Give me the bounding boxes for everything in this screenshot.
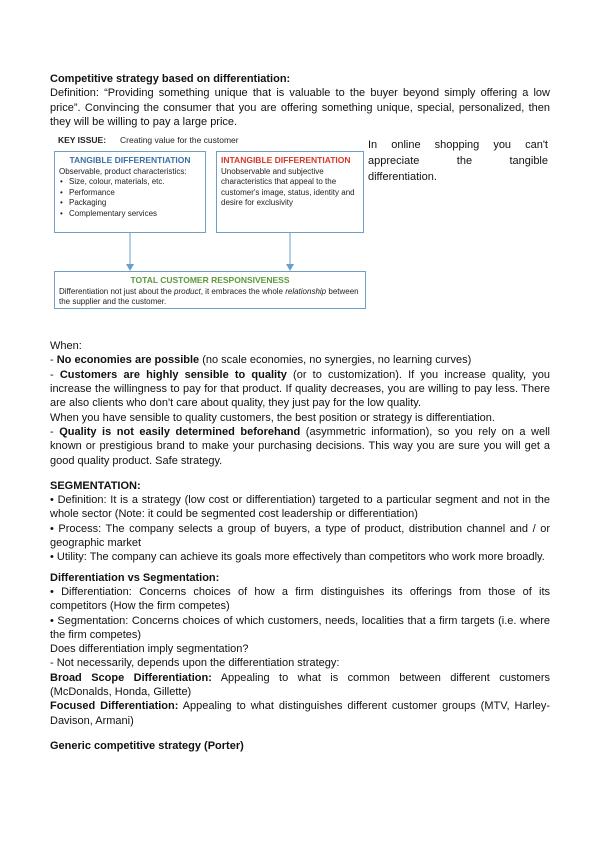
total-desc-relationship: relationship (285, 286, 327, 296)
differentiation-diagram (54, 135, 366, 335)
tangible-item: • Performance (69, 188, 201, 199)
when-bold: Customers are highly sensible to quality (59, 368, 287, 381)
figure-row (50, 135, 550, 339)
when-rest: (asymmetric information), so you rely on a well known or prestigious brand to make your purchasing decisions. This way you are sure you will get a good quality product. Safe strategy. (50, 425, 550, 467)
key-issue-text: Creating value for the customer (120, 135, 239, 146)
when-item-economies (50, 353, 550, 367)
generic-strategy-heading: Generic competitive strategy (Porter) (50, 739, 244, 752)
when-item-asymmetric (50, 425, 550, 468)
when-label: When: (50, 340, 82, 353)
seg-process: • Process: The company selects a group of buyers, a type of product, distribution channel and / or geographic market (50, 522, 550, 550)
when-rest: (or to customization). If you increase quality, you increase the willingness to pay for that product. If quality decreases, you are willing to pay less. There are also clients who don't care about quality, they just pay for the low quality. (50, 368, 550, 410)
when-rest: (no scale economies, no synergies, no learning curves) (199, 354, 472, 367)
seg-definition: • Definition: It is a strategy (low cost or differentiation) targeted to a particular segment and not in the whole sector (Note: it could be segmented cost leadership or differentiation) (50, 494, 550, 521)
when-note: When you have sensible to quality customers, the best position or strategy is differentiation. (50, 411, 495, 424)
focused-bold: Focused Differentiation: (50, 700, 179, 713)
dvs-answer: - Not necessarily, depends upon the differentiation strategy: (50, 657, 340, 670)
arrow-head-left (126, 264, 134, 271)
total-title: TOTAL CUSTOMER RESPONSIVENESS (130, 275, 290, 286)
total-box (54, 271, 366, 309)
side-note: In online shopping you can't appreciate the tangible differentiation. (368, 139, 548, 184)
total-desc-part: Differentiation not just about the (59, 286, 175, 296)
intangible-desc: Unobservable and subjective characteristics that appeal to the customer's image, status, identity and desire for exclusivity (221, 166, 355, 208)
dvs-segmentation: • Segmentation: Concerns choices of which customers, needs, localities that a firm targets (i.e. where the firm competes) (50, 614, 550, 641)
when-bold: No economies are possible (56, 354, 200, 367)
section-heading-differentiation: Competitive strategy based on differentiation: (50, 73, 291, 85)
focused-diff (50, 699, 550, 728)
dvs-question: Does differentiation imply segmentation? (50, 643, 249, 656)
tangible-item: • Size, colour, materials, etc. (69, 177, 201, 188)
focused-rest: Appealing to what distinguishes different customer groups (MTV, Harley-Davison, Armani) (50, 700, 550, 727)
when-prefix: - (50, 354, 57, 367)
diff-vs-seg-heading: Differentiation vs Segmentation: (50, 571, 220, 584)
when-bold: Quality is not easily determined beforehand (59, 425, 301, 438)
when-prefix: - (50, 425, 60, 438)
total-desc (59, 287, 361, 308)
key-issue-label: KEY ISSUE: (58, 135, 107, 146)
seg-utility: • Utility: The company can achieve its goals more effectively than competitors who work more broadly. (50, 551, 545, 564)
definition-paragraph: Definition: “Providing something unique that is valuable to the buyer beyond simply offering a low price”. Convincing the consumer that you are offering something unique, special, personalized, then they will be willing to pay a large price. (50, 87, 550, 128)
broad-bold: Broad Scope Differentiation: (50, 671, 212, 684)
total-desc-product: product (174, 286, 201, 296)
tangible-title: TANGIBLE DIFFERENTIATION (69, 155, 191, 166)
total-desc-part: between the supplier and the customer. (59, 286, 359, 307)
intangible-title: INTANGIBLE DIFFERENTIATION (221, 155, 351, 166)
document-page (50, 72, 550, 753)
tangible-item: • Packaging (69, 198, 201, 209)
arrow-head-right (286, 264, 294, 271)
total-desc-part: , it embraces the whole (200, 286, 286, 296)
broad-scope (50, 671, 550, 700)
when-item-quality (50, 368, 550, 411)
broad-rest: Appealing to what is common between different customers (McDonalds, Honda, Gillette) (50, 671, 551, 699)
tangible-item: • Complementary services (69, 209, 201, 220)
tangible-desc: Observable, product characteristics: (59, 166, 187, 176)
when-prefix: - (50, 368, 60, 381)
dvs-differentiation: • Differentiation: Concerns choices of how a firm distinguishes its offerings from those of its competitors (How the firm competes) (50, 585, 550, 613)
segmentation-heading: SEGMENTATION: (50, 479, 141, 492)
diagram-arrows (54, 135, 366, 275)
